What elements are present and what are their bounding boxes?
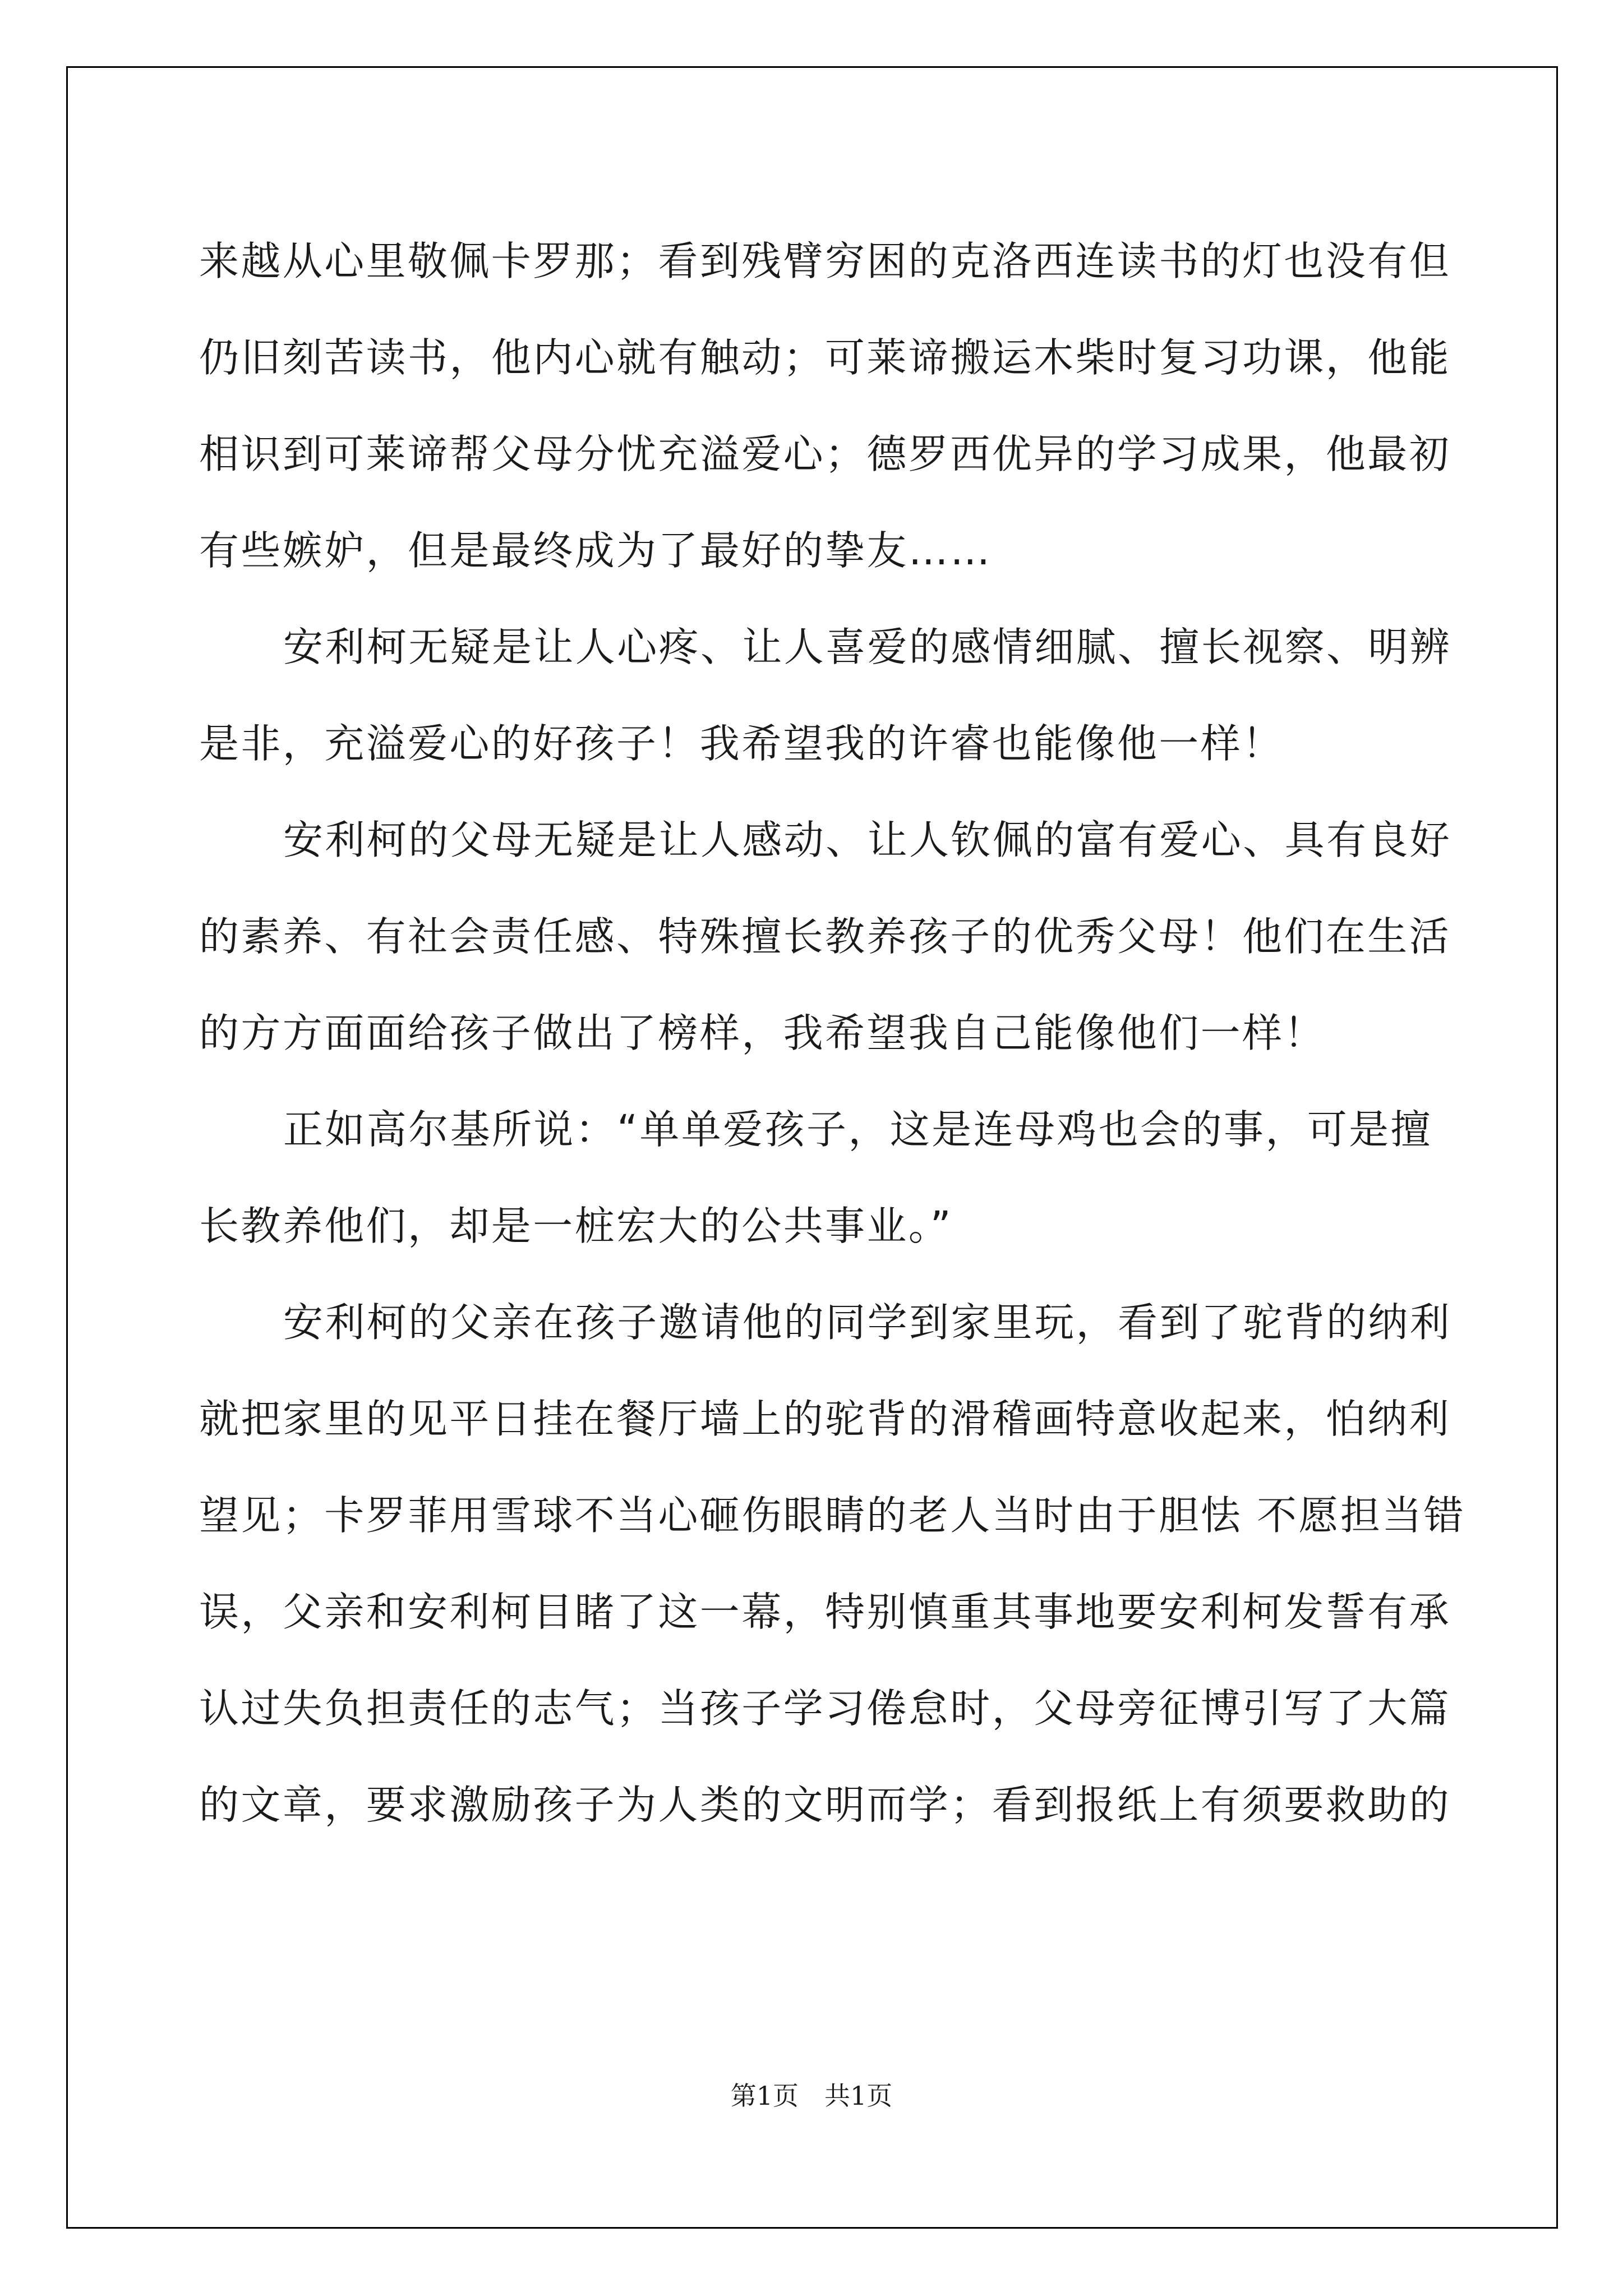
text-line: 长教养他们，却是一桩宏大的公共事业。” [199,1203,953,1249]
paragraph-first-line: 正如高尔基所说：“单单爱孩子，这是连母鸡也会的事，可是擅 [283,1106,1432,1153]
paragraph-first-line: 安利柯的父母无疑是让人感动、让人钦佩的富有爱心、具有良好 [283,817,1452,863]
document-body [199,213,1465,1853]
text-line: 是非，充溢爱心的好孩子！我希望我的许睿也能像他一样！ [199,720,1284,767]
text-line: 误，父亲和安利柯目睹了这一幕，特别慎重其事地要安利柯发誓有承 [199,1589,1451,1635]
text-line: 仍旧刻苦读书，他内心就有触动；可莱谛搬运木柴时复习功课，他能 [199,334,1451,381]
page-number-footer: 第1页 共1页 [730,2081,893,2111]
text-line: 望见；卡罗菲用雪球不当心砸伤眼睛的老人当时由于胆怯 不愿担当错 [199,1492,1465,1539]
paragraph-first-line: 安利柯无疑是让人心疼、让人喜爱的感情细腻、擅长视察、明辨 [283,624,1452,670]
text-line: 来越从心里敬佩卡罗那；看到残臂穷困的克洛西连读书的灯也没有但 [199,238,1451,284]
text-line: 就把家里的见平日挂在餐厅墙上的驼背的滑稽画特意收起来，怕纳利 [199,1396,1451,1442]
text-line: 的文章，要求激励孩子为人类的文明而学；看到报纸上有须要救助的 [199,1782,1451,1828]
text-line: 的素养、有社会责任感、特殊擅长教养孩子的优秀父母！他们在生活 [199,913,1451,960]
text-line: 相识到可莱谛帮父母分忧充溢爱心；德罗西优异的学习成果，他最初 [199,431,1451,477]
paragraph-first-line: 安利柯的父亲在孩子邀请他的同学到家里玩，看到了驼背的纳利 [283,1299,1452,1346]
text-line: 的方方面面给孩子做出了榜样，我希望我自己能像他们一样！ [199,1010,1326,1056]
text-line: 认过失负担责任的志气；当孩子学习倦怠时，父母旁征博引写了大篇 [199,1685,1451,1732]
text-line: 有些嫉妒，但是最终成为了最好的挚友…… [199,527,992,574]
